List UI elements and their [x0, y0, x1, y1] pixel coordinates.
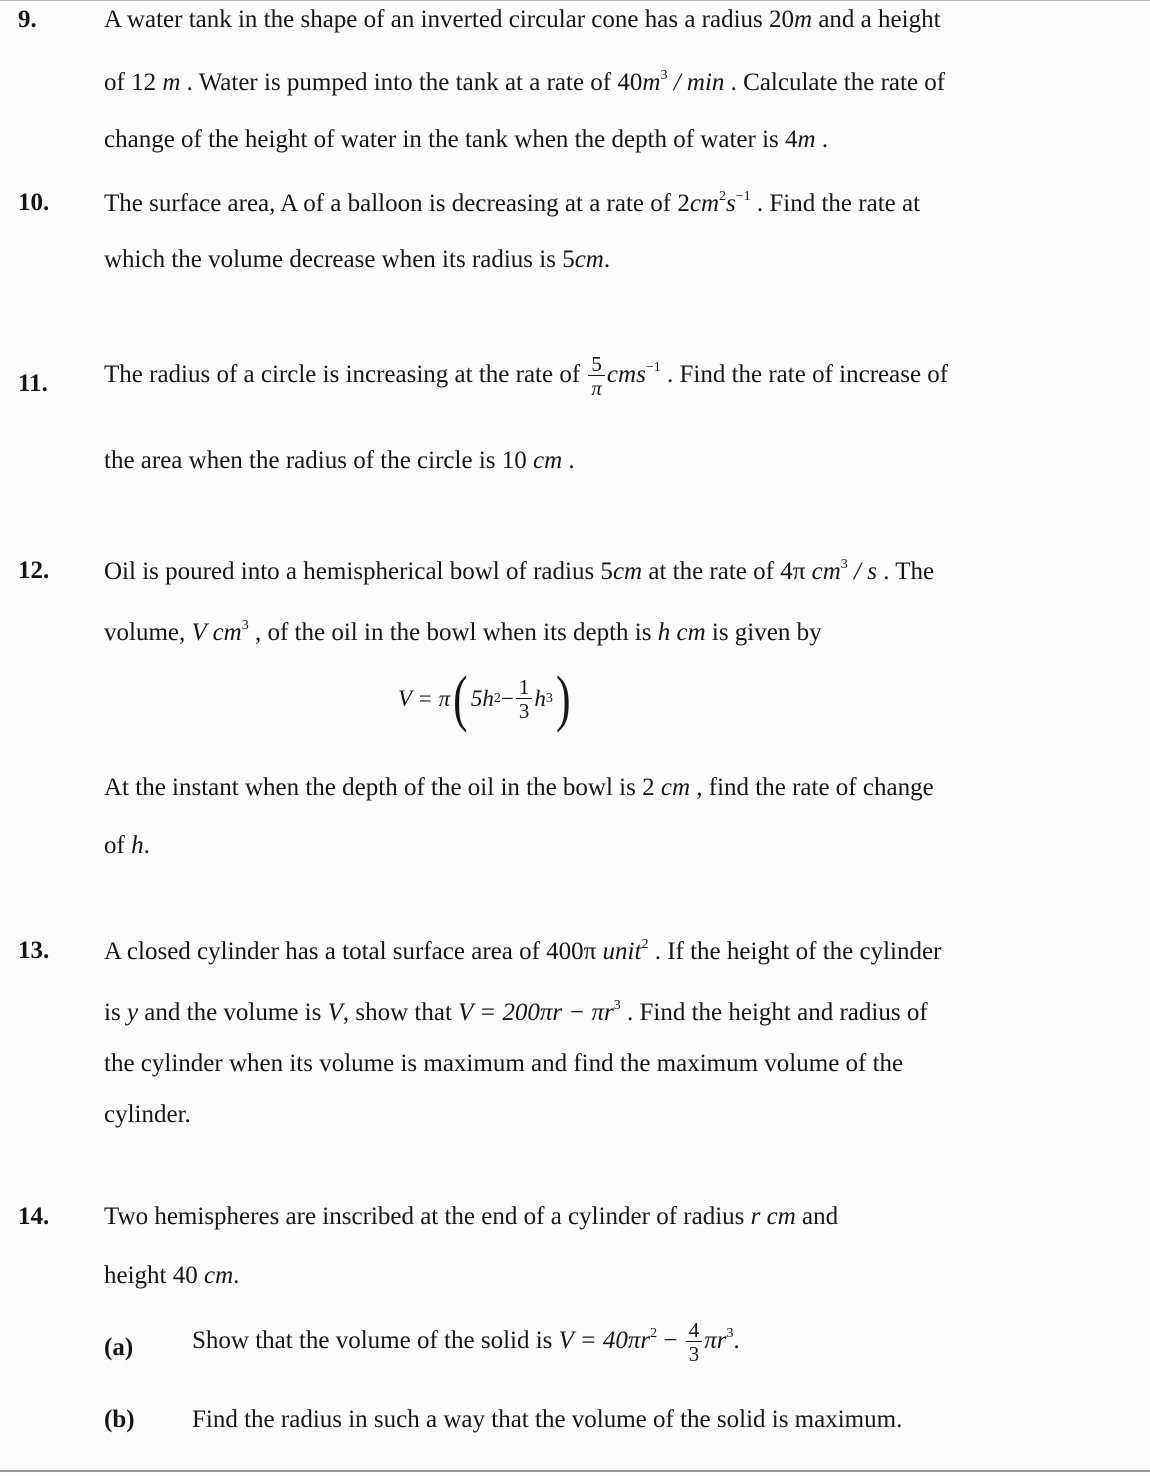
question-text-line: A closed cylinder has a total surface area of 400π unit$^2$ . If the height of the cylinder — [104, 937, 942, 965]
question-number: 11. — [18, 370, 48, 397]
question-text-line: The radius of a circle is increasing at the rate of $\frac{5}{\pi}$ cms$^{-1}$ . Find the rate of increase of — [104, 352, 949, 400]
part-a-label: (a) — [104, 1334, 134, 1361]
fraction: $\frac{5}{\pi}$ — [588, 354, 605, 399]
part-a-text: Show that the volume of the solid is $V = 40\pi r^2$ − $\frac{4}{3}$ $\pi r^3$. — [192, 1318, 740, 1366]
question-text-line: Oil is poured into a hemispherical bowl of radius 5cm at the rate of 4π $cm^3$ / s . The — [104, 557, 935, 585]
question-number: 9. — [18, 6, 37, 33]
question-text-line: change of the height of water in the tank when the depth of water is 4m . — [104, 126, 829, 153]
question-number: 12. — [18, 557, 50, 584]
question-text-line: Two hemispheres are inscribed at the end of a cylinder of radius r cm and — [104, 1203, 839, 1230]
question-number: 10. — [18, 189, 50, 216]
question-number: 14. — [18, 1203, 50, 1230]
bottom-border — [0, 1470, 1150, 1472]
question-number: 13. — [18, 937, 50, 964]
fraction: $\frac{1}{3}$ — [516, 677, 533, 722]
top-border — [0, 0, 1150, 1]
question-text-line: height 40 cm. — [104, 1262, 240, 1289]
part-b-text: Find the radius in such a way that the volume of the solid is maximum. — [192, 1406, 903, 1433]
fraction: $\frac{4}{3}$ — [686, 1320, 703, 1365]
question-text-line: A water tank in the shape of an inverted circular cone has a radius 20m and a height — [104, 6, 941, 33]
question-text-line: of 12 m . Water is pumped into the tank at a rate of $40m^3$ / min . Calculate the rate of — [104, 68, 946, 96]
volume-equation: V = π ( 5h 2 − $\frac{1}{3}$ h 3 ) — [398, 665, 571, 733]
question-text-line: of h. — [104, 832, 150, 859]
question-text-line: cylinder. — [104, 1101, 191, 1128]
part-b-label: (b) — [104, 1406, 135, 1433]
question-text-line: At the instant when the depth of the oil in the bowl is 2 cm , find the rate of change — [104, 774, 934, 801]
question-text-line: which the volume decrease when its radius is 5cm. — [104, 246, 611, 273]
question-text-line: the cylinder when its volume is maximum and find the maximum volume of the — [104, 1050, 904, 1077]
question-text-line: the area when the radius of the circle is 10 cm . — [104, 447, 575, 474]
question-text-line: The surface area, A of a balloon is decreasing at a rate of $2cm^2s^{-1}$ . Find the rate at — [104, 189, 921, 217]
question-text-line: is y and the volume is V, show that $V = 200\pi r - \pi r^3$ . Find the height and radius of — [104, 998, 928, 1026]
question-text-line: volume, V $cm^3$ , of the oil in the bowl when its depth is h cm is given by — [104, 618, 822, 646]
